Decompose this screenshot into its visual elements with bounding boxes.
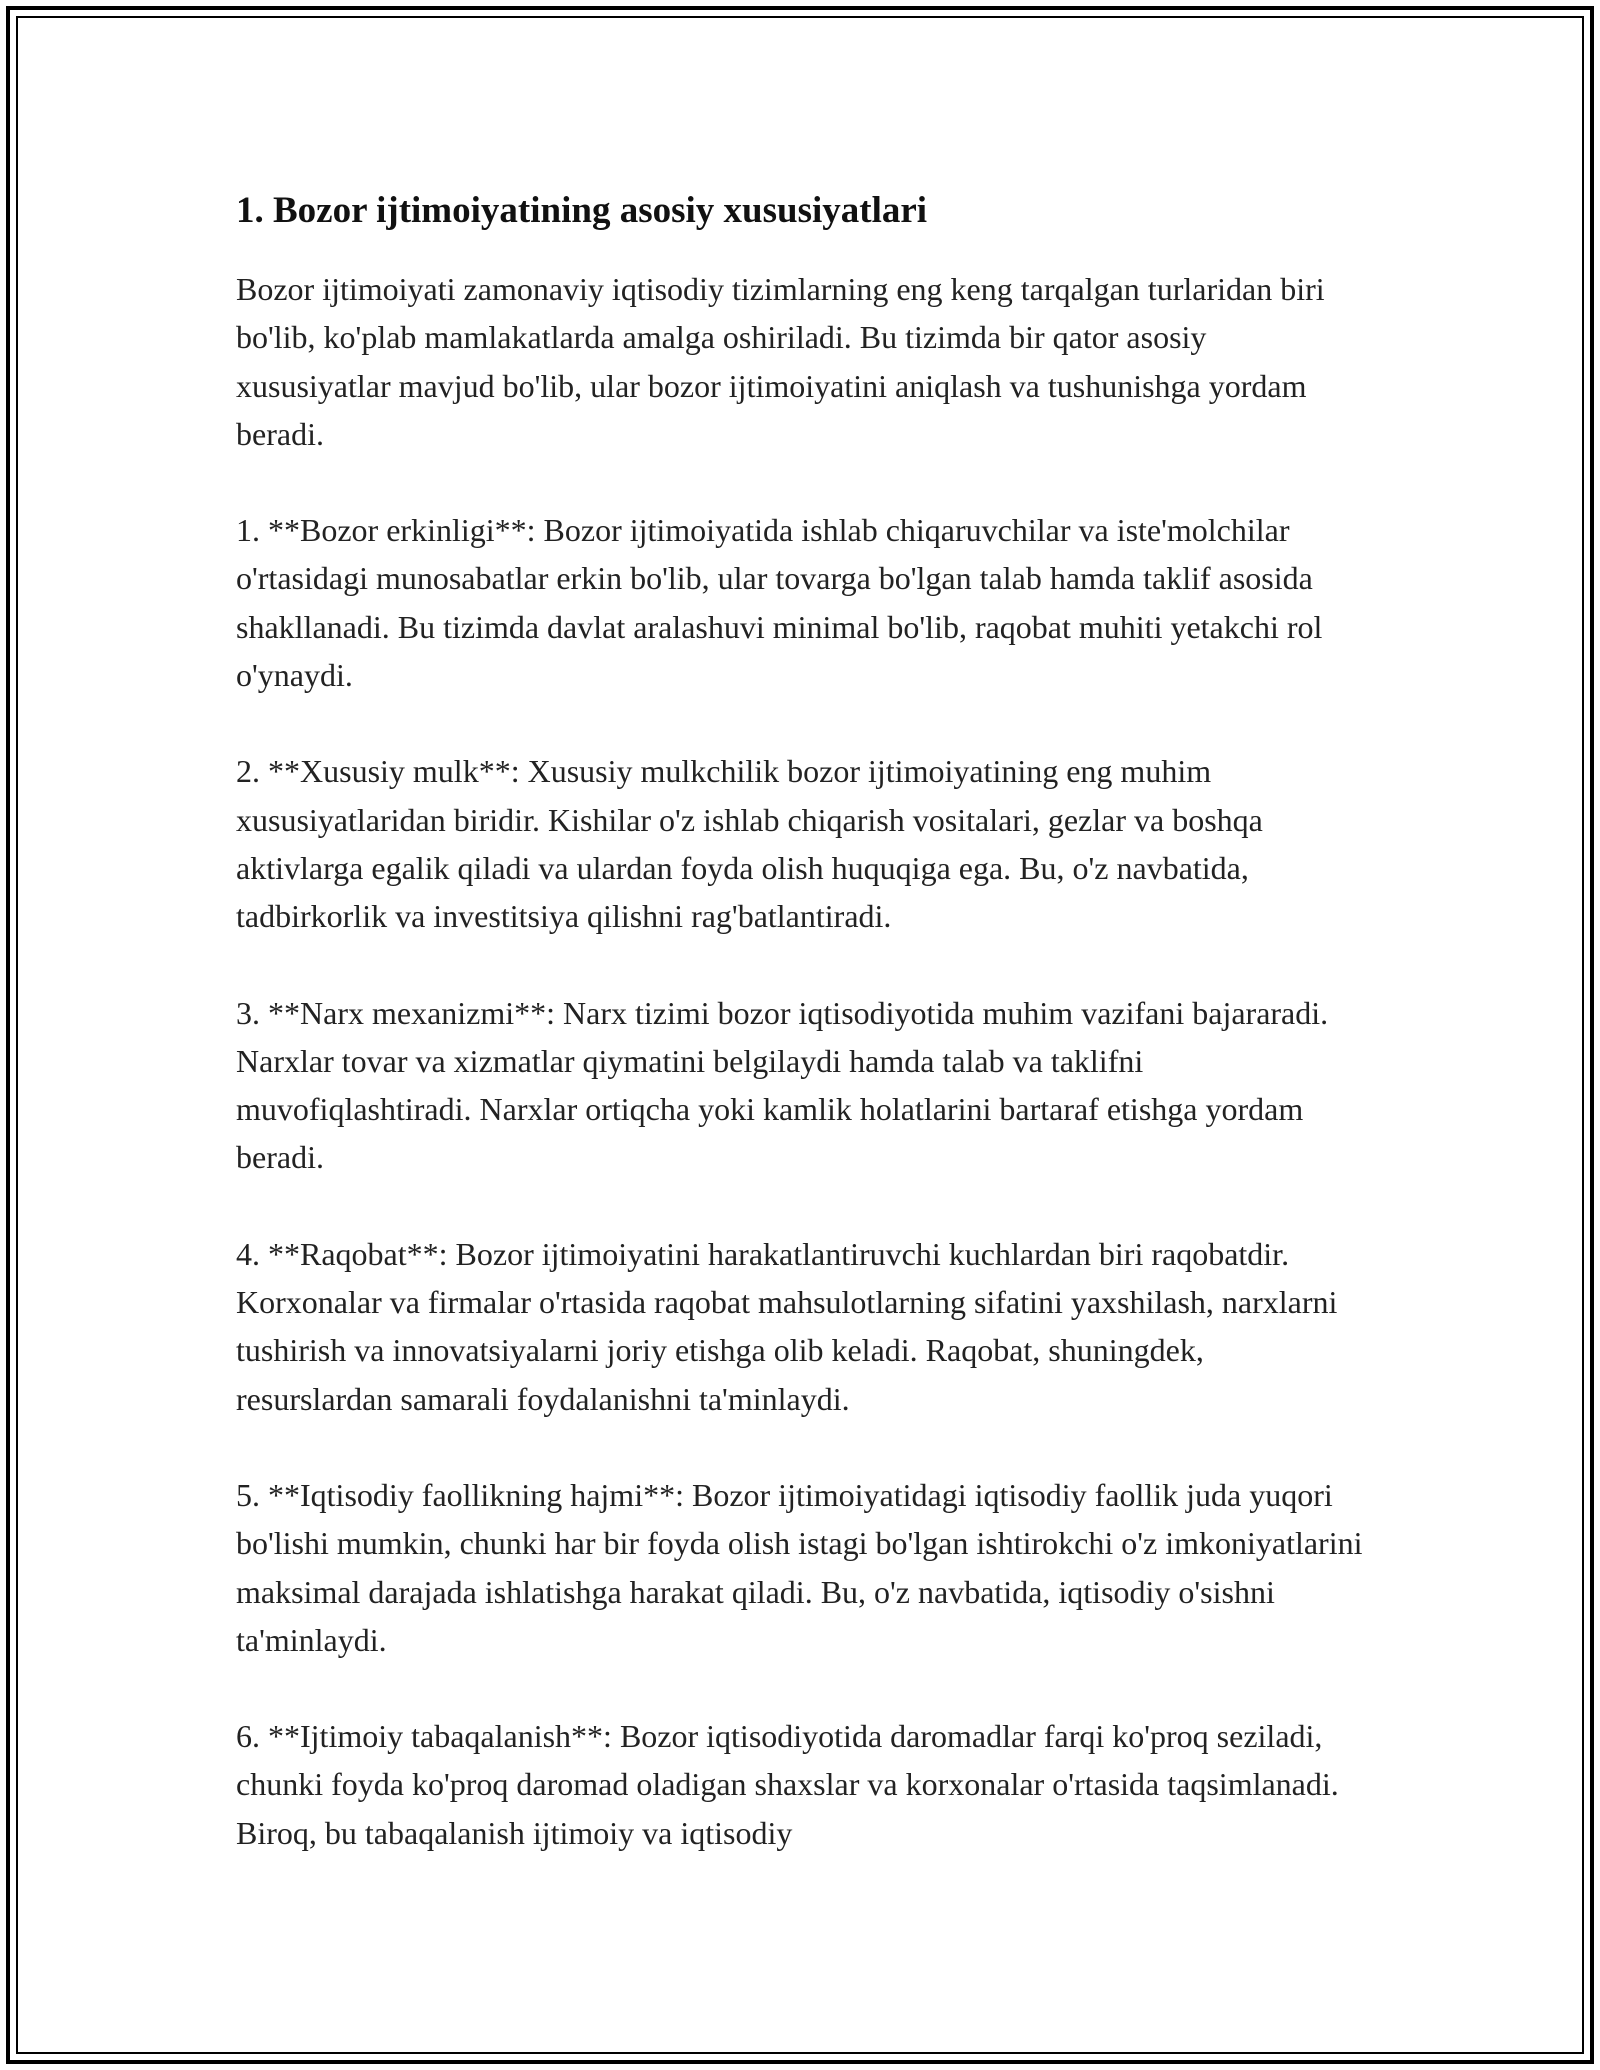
- intro-paragraph: Bozor ijtimoiyati zamonaviy iqtisodiy tizimlarning eng keng tarqalgan turlaridan biri bo'lib, ko'plab mamlakatlarda amalga oshiriladi. Bu tizimda bir qator asosiy xususiyatlar mavjud bo'lib, ular bozor ijtimoiyatini aniqlash va tushunishga yordam beradi.: [236, 271, 1325, 452]
- list-item-ijtimoiy-tabaqalanish: 6. **Ijtimoiy tabaqalanish**: Bozor iqtisodiyotida daromadlar farqi ko'proq seziladi, chunki foyda ko'proq daromad oladigan shaxslar va korxonalar o'rtasida taqsimlanadi. Biroq, bu tabaqalanish ijtimoiy va iqtisodiy: [236, 1718, 1339, 1851]
- list-item-bozor-erkinligi: 1. **Bozor erkinligi**: Bozor ijtimoiyatida ishlab chiqaruvchilar va iste'molchilar o'rtasidagi munosabatlar erkin bo'lib, ular tovarga bo'lgan talab hamda taklif asosida shakllanadi. Bu tizimda davlat aralashuvi minimal bo'lib, raqobat muhiti yetakchi rol o'ynaydi.: [236, 512, 1323, 694]
- document-body: [236, 185, 1366, 1857]
- list-item-narx-mexanizmi: 3. **Narx mexanizmi**: Narx tizimi bozor iqtisodiyotida muhim vazifani bajararadi. Narxlar tovar va xizmatlar qiymatini belgilaydi hamda talab va taklifni muvofiqlashtiradi. Narxlar ortiqcha yoki kamlik holatlarini bartaraf etishga yordam beradi.: [236, 994, 1329, 1176]
- section-heading: 1. Bozor ijtimoiyatining asosiy xususiyatlari: [236, 190, 928, 231]
- list-item-iqtisodiy-faollik: 5. **Iqtisodiy faollikning hajmi**: Bozor ijtimoiyatidagi iqtisodiy faollik juda yuqori bo'lishi mumkin, chunki har bir foyda olish istagi bo'lgan ishtirokchi o'z imkoniyatlarini maksimal darajada ishlatishga harakat qiladi. Bu, o'z navbatida, iqtisodiy o'sishni ta'minlaydi.: [236, 1476, 1363, 1658]
- list-item-xususiy-mulk: 2. **Xususiy mulk**: Xususiy mulkchilik bozor ijtimoiyatining eng muhim xususiyatlaridan biridir. Kishilar o'z ishlab chiqarish vositalari, gezlar va boshqa aktivlarga egalik qiladi va ulardan foyda olish huquqiga ega. Bu, o'z navbatida, tadbirkorlik va investitsiya qilishni rag'batlantiradi.: [236, 753, 1263, 935]
- list-item-raqobat: 4. **Raqobat**: Bozor ijtimoiyatini harakatlantiruvchi kuchlardan biri raqobatdir. Korxonalar va firmalar o'rtasida raqobat mahsulotlarning sifatini yaxshilash, narxlarni tushirish va innovatsiyalarni joriy etishga olib keladi. Raqobat, shuningdek, resurslardan samarali foydalanishni ta'minlaydi.: [236, 1235, 1338, 1417]
